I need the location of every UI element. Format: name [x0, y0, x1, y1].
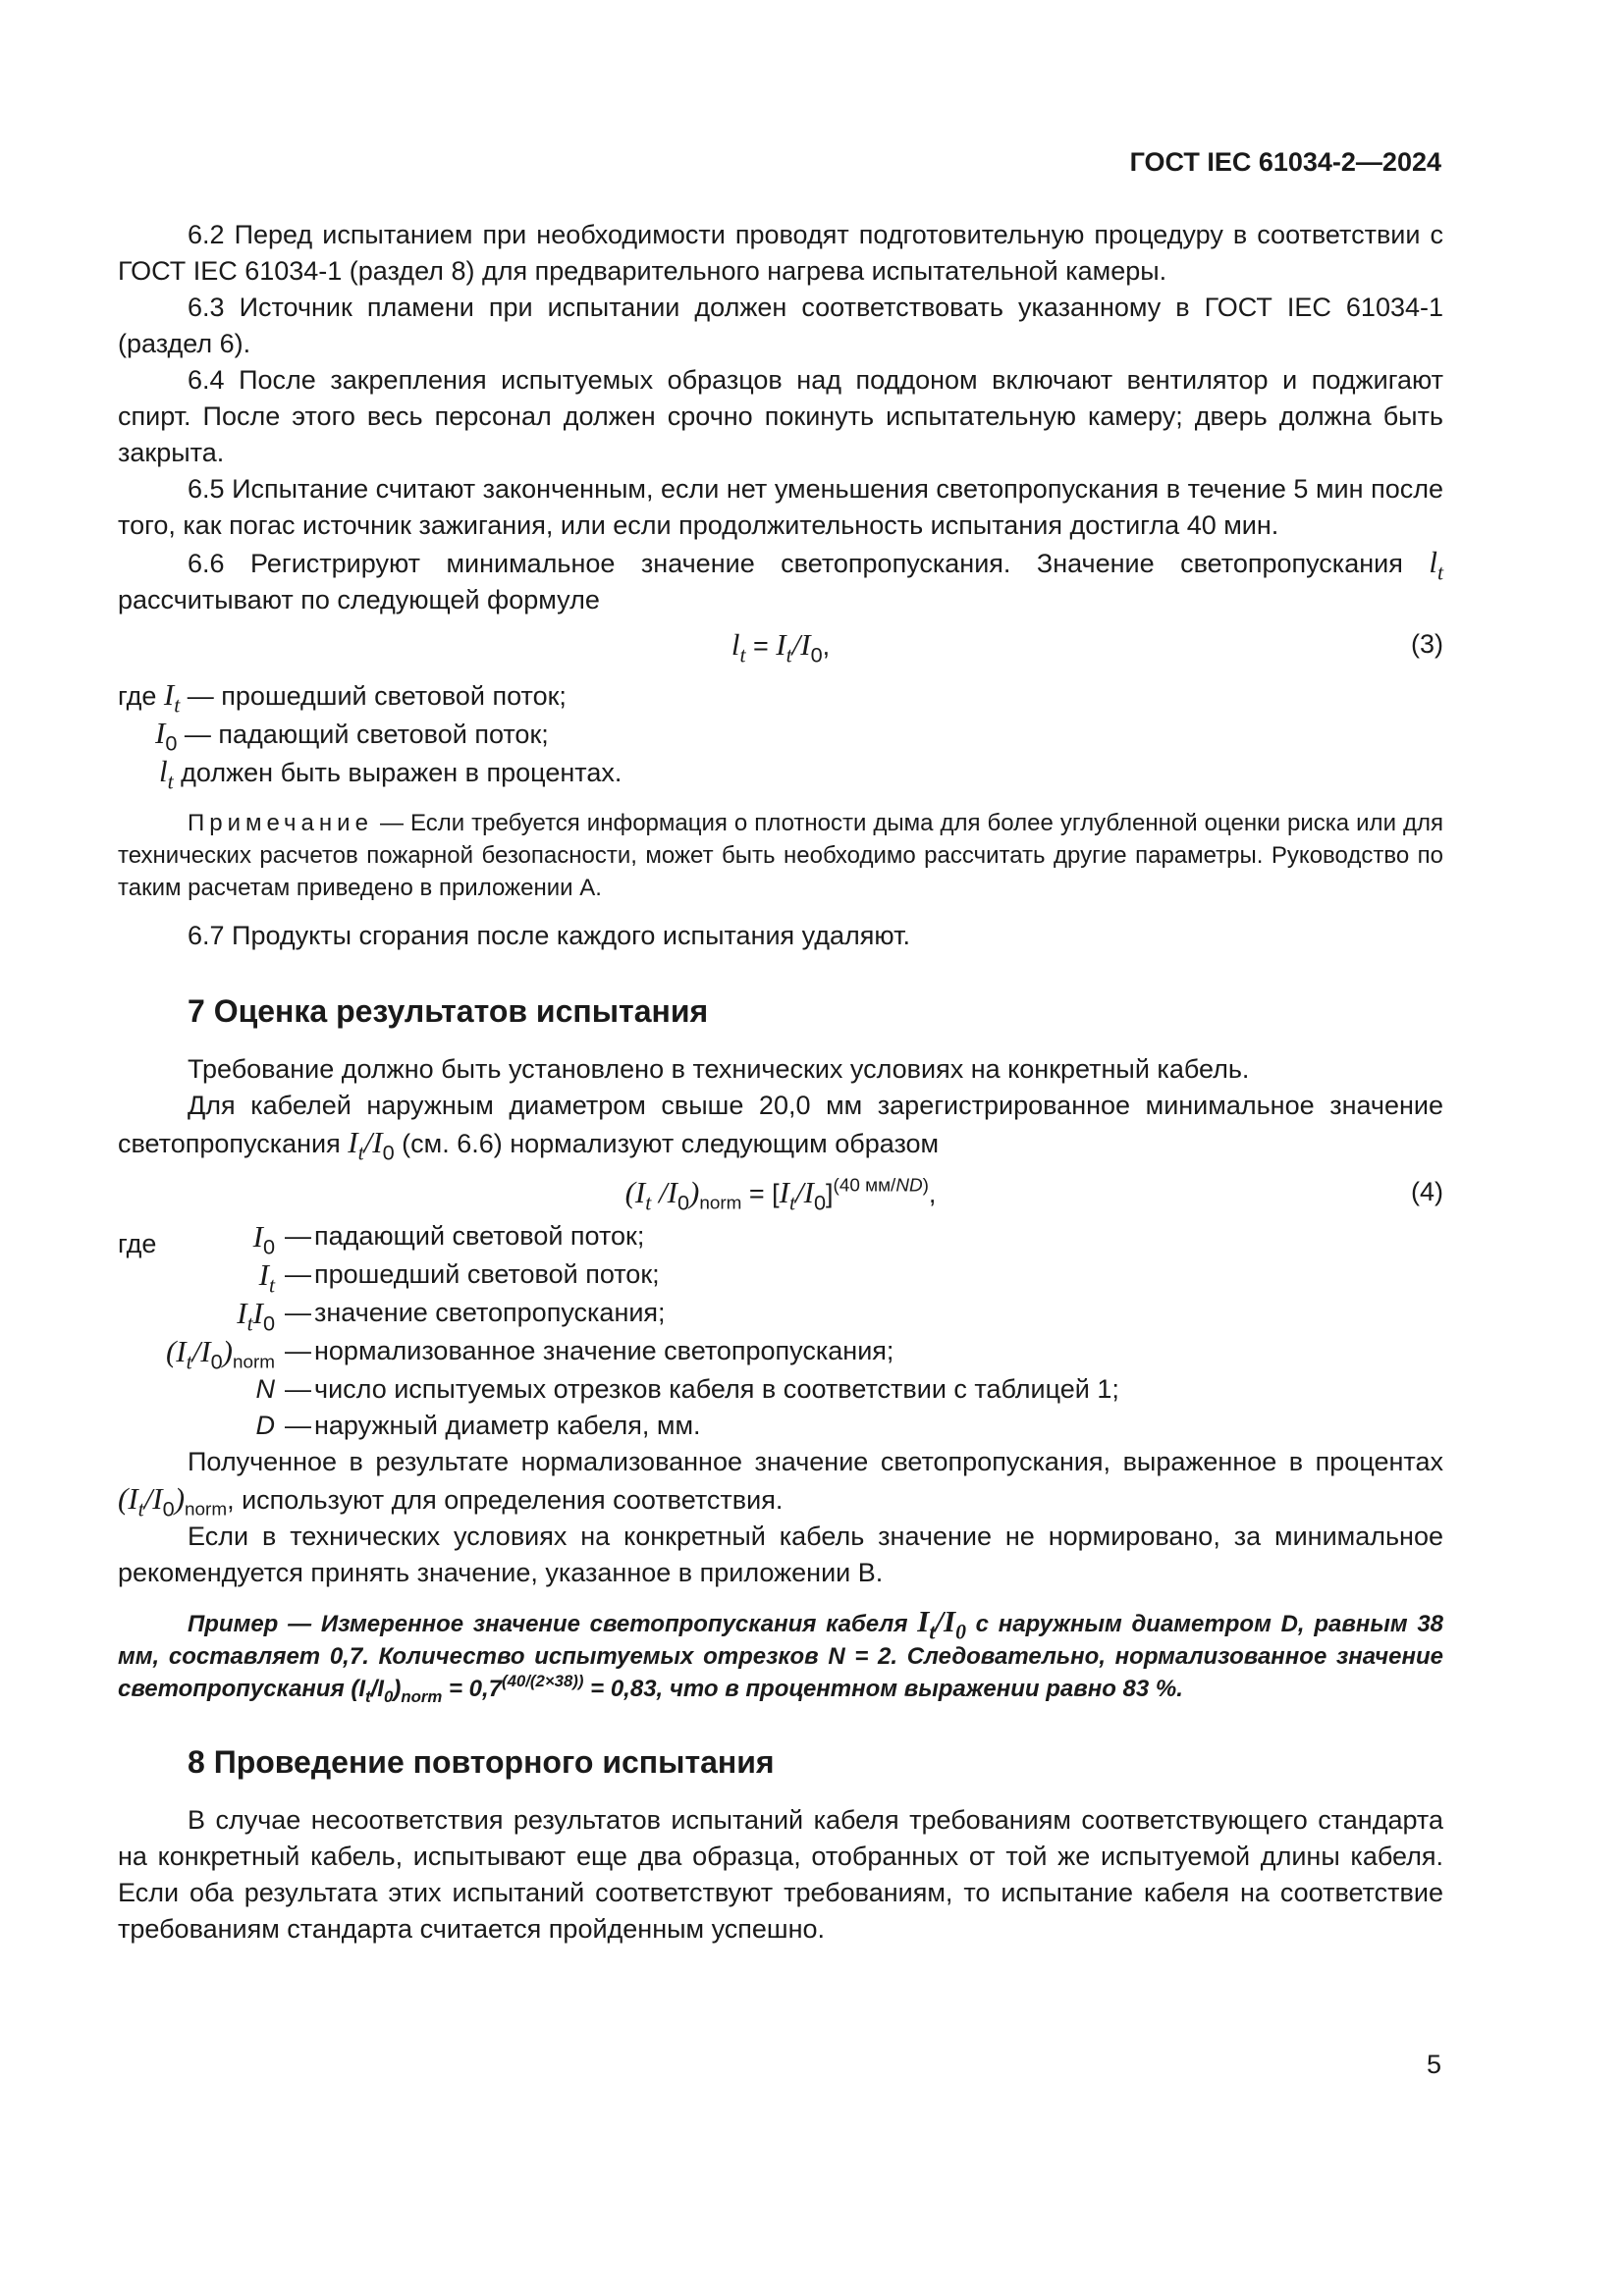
section-7-heading: 7 Оценка результатов испытания — [188, 993, 709, 1029]
formula-4-legend: где $I_0$ — падающий световой поток; $I_t$ — прошедший световой поток; $I_tI_0$ — значение светопропускания; $(I_t/I_0)_{norm}$ — нормализованное значение светопропускания; N — число испытуемых отрезков кабеля в соответствии с таблицей 1; D — наружный диаметр кабеля, мм. — [118, 1219, 1119, 1440]
paragraph-7-1: Требование должно быть установлено в технических условиях на конкретный кабель. — [188, 1054, 1250, 1084]
example-paragraph: Пример — Измеренное значение светопропускания кабеля $I_t/I_0$ с наружным диаметром D, равным 38 мм, составляет 0,7. Количество испытуемых отрезков N = 2. Следовательно, нормализованное значение светопропускания $(I_t/I_0)_{norm} = 0,7^{(40/(2\times 38))} = 0,83$, что в процентном выражении равно 83 %. — [118, 1604, 1444, 1706]
formula-3-legend: где $I_t$ — прошедший световой поток; $I_0$ — падающий световой поток; $l_t$ должен быть выражен в процентах. — [118, 677, 623, 794]
paragraph-6-6: 6.6 Регистрируют минимальное значение светопропускания. Значение светопропускания $l_t$ рассчитывают по следующей формуле — [118, 545, 1443, 614]
paragraph-7-2: Для кабелей наружным диаметром свыше 20,0 мм зарегистрированное минимальное значение светопропускания $I_t/I_0$ (см. 6.6) нормализуют следующим образом — [118, 1091, 1443, 1165]
paragraph-7-4: Если в технических условиях на конкретный кабель значение не нормировано, за минимальное рекомендуется принять значение, указанное в приложении В. — [118, 1522, 1443, 1587]
paragraph-6-2: 6.2 Перед испытанием при необходимости проводят подготовительную процедуру в соответствии с ГОСТ IEC 61034-1 (раздел 8) для предварительного нагрева испытательной камеры. — [118, 220, 1443, 286]
section-8-heading: 8 Проведение повторного испытания — [188, 1744, 775, 1780]
paragraph-6-4: 6.4 После закрепления испытуемых образцов над поддоном включают вентилятор и поджигают спирт. После этого весь персонал должен срочно покинуть испытательную камеру; дверь должна быть закрыта. — [118, 365, 1443, 467]
symbol-lt: $l_t$ — [1429, 545, 1443, 585]
paragraph-8-1: В случае несоответствия результатов испытаний кабеля требованиям соответствующего стандарта на конкретный кабель, испытывают еще два образца, отобранных от той же испытуемой длины кабеля. Если оба результата этих испытаний соответствуют требованиям, то испытание кабеля на соответствие требованиям стандарта считается пройденным успешно. — [118, 1805, 1443, 1944]
paragraph-6-5: 6.5 Испытание считают законченным, если нет уменьшения светопропускания в течение 5 мин после того, как погас источник зажигания, или если продолжительность испытания достигла 40 мин. — [118, 474, 1443, 540]
paragraph-6-3: 6.3 Источник пламени при испытании должен соответствовать указанному в ГОСТ IEC 61034-1 (раздел 6). — [118, 293, 1443, 358]
formula-number-4: (4) — [1411, 1177, 1443, 1206]
paragraph-6-7: 6.7 Продукты сгорания после каждого испытания удаляют. — [188, 921, 910, 950]
document-header: ГОСТ IEC 61034-2—2024 — [1129, 147, 1441, 177]
formula-3: $l_t = I_t/I_0$, (3) — [731, 627, 1443, 667]
formula-number-3: (3) — [1411, 629, 1443, 659]
paragraph-7-3: Полученное в результате нормализованное значение светопропускания, выраженное в процентах $(I_t/I_0)_{norm}$, используют для определения соответствия. — [118, 1447, 1443, 1522]
formula-4: ($I_t$ $/I_0)_{norm} = [I_t/I_0]^{(40 мм/ND)}$, (4) — [624, 1175, 1443, 1215]
document-body — [118, 217, 1443, 1948]
page-number: 5 — [1426, 2050, 1441, 2079]
note: Примечание — Если требуется информация о плотности дыма для более углубленной оценки риска или для технических расчетов пожарной безопасности, может быть необходимо рассчитать другие параметры. Руководство по таким расчетам приведено в приложении А. — [118, 810, 1443, 901]
